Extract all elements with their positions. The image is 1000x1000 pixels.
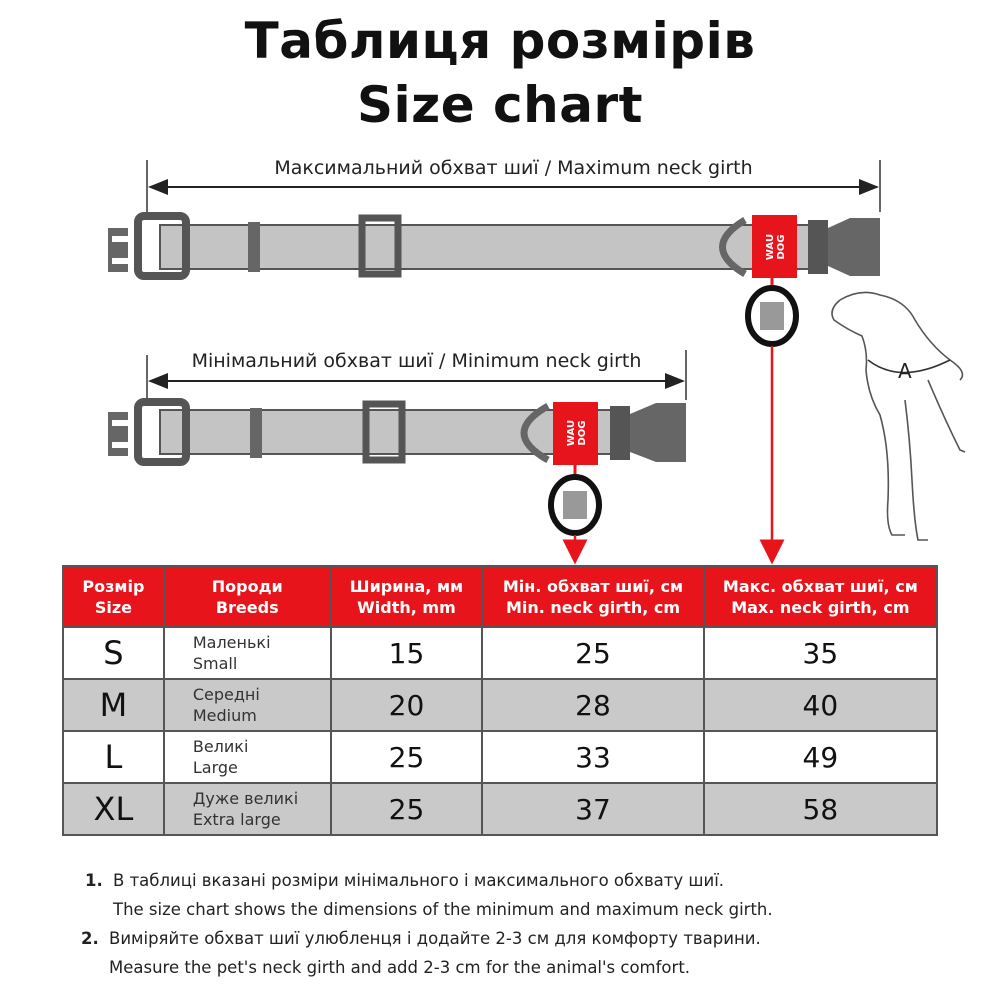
- cell-breed: Середні Medium: [164, 679, 331, 731]
- min-dimension-line: [147, 350, 686, 400]
- cell-width: 25: [331, 783, 483, 835]
- header-size: Розмір Size: [63, 566, 164, 627]
- cell-max: 49: [704, 731, 937, 783]
- cell-min: 37: [482, 783, 703, 835]
- collar-max: [108, 215, 880, 552]
- cell-width: 15: [331, 627, 483, 679]
- cell-min: 33: [482, 731, 703, 783]
- table-row: [63, 627, 937, 679]
- dog-neck-label: A: [898, 359, 912, 383]
- cell-size: S: [63, 627, 164, 679]
- note-1-en: The size chart shows the dimensions of the minimum and maximum neck girth.: [113, 900, 773, 919]
- cell-breed: Дуже великі Extra large: [164, 783, 331, 835]
- header-width: Ширина, мм Width, mm: [331, 566, 483, 627]
- collar-min: [108, 402, 686, 552]
- cell-min: 28: [482, 679, 703, 731]
- table-row: [63, 731, 937, 783]
- notes: [81, 866, 773, 982]
- tag-text-1: WAU: [566, 419, 577, 447]
- svg-text:WAUDOG: [765, 234, 787, 260]
- max-girth-label: Максимальний обхват шиї / Maximum neck girth: [274, 157, 753, 179]
- header-min-girth: Мін. обхват шиї, см Min. neck girth, cm: [482, 566, 703, 627]
- cell-width: 20: [331, 679, 483, 731]
- cell-size: M: [63, 679, 164, 731]
- dog-outline-icon: [832, 292, 965, 540]
- note-1-ua: 1. В таблиці вказані розміри мінімального і максимального обхвату шиї.: [85, 871, 725, 890]
- min-girth-label: Мінімальний обхват шиї / Minimum neck girth: [191, 350, 642, 372]
- cell-width: 25: [331, 731, 483, 783]
- title-ua: Таблиця розмірів: [244, 12, 756, 70]
- header-max-girth: Макс. обхват шиї, см Max. neck girth, cm: [704, 566, 937, 627]
- cell-size: L: [63, 731, 164, 783]
- header-breeds: Породи Breeds: [164, 566, 331, 627]
- size-table: [62, 565, 938, 836]
- title-en: Size chart: [356, 76, 644, 134]
- svg-text:WAUDOG: [566, 420, 588, 446]
- cell-min: 25: [482, 627, 703, 679]
- table-header-row: [63, 566, 937, 627]
- note-2-en: Measure the pet's neck girth and add 2-3 cm for the animal's comfort.: [109, 958, 691, 977]
- cell-max: 58: [704, 783, 937, 835]
- table-row: [63, 783, 937, 835]
- cell-size: XL: [63, 783, 164, 835]
- cell-max: 40: [704, 679, 937, 731]
- cell-max: 35: [704, 627, 937, 679]
- table-row: [63, 679, 937, 731]
- tag-text-2: DOG: [776, 234, 787, 260]
- max-dimension-line: [147, 160, 880, 212]
- cell-breed: Маленькі Small: [164, 627, 331, 679]
- tag-text-1: WAU: [765, 233, 776, 261]
- note-2-ua: 2. Виміряйте обхват шиї улюбленця і додайте 2-3 см для комфорту тварини.: [81, 929, 761, 948]
- tag-text-2: DOG: [577, 420, 588, 446]
- cell-breed: Великі Large: [164, 731, 331, 783]
